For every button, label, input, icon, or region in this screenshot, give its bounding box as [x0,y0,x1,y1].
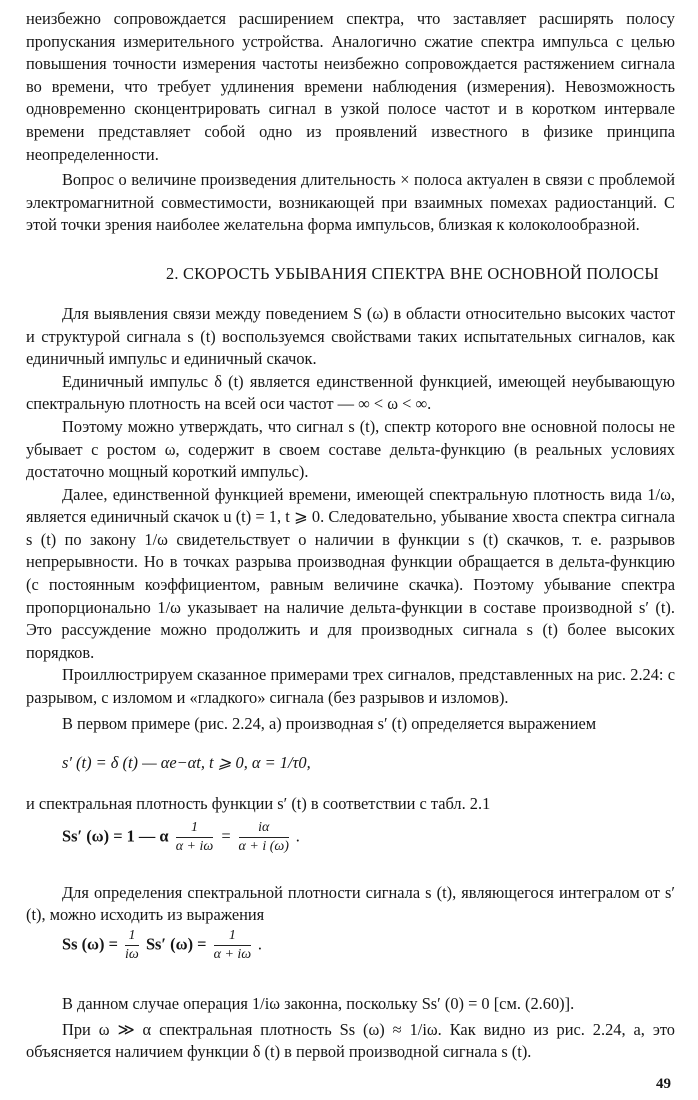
formula-3-end: . [258,934,263,954]
formula-3-mid: Ss′ (ω) = [145,934,207,954]
paragraph-4: Единичный импульс δ (t) является единственной функцией, имеющей неубывающую спектральную плотность на всей оси частот — ∞ < ω < ∞. [26,371,675,414]
formula-3-lhs: Ss (ω) = [62,934,118,954]
formula-3 [62,928,262,963]
section-heading: 2. СКОРОСТЬ УБЫВАНИЯ СПЕКТРА ВНЕ ОСНОВНОЙ ПОЛОСЫ [166,263,659,283]
formula-2-fraction-2: $\frac{i\alpha}{\alpha + i (\omega)}$ [238,820,289,854]
paragraph-5: Поэтому можно утверждать, что сигнал s (t), спектр которого вне основной полосы не убывает с ростом ω, содержит в своем составе дельта-функцию (в реальных условиях достаточно мощный короткий импульс). [26,416,675,482]
paragraph-11: В данном случае операция 1/iω законна, поскольку Ss′ (0) = 0 [см. (2.60)]. [62,994,575,1013]
formula-2-lhs: Ss′ (ω) = 1 — α [62,826,169,846]
paragraph-10: Для определения спектральной плотности сигнала s (t), являющегося интегралом от s′ (t), можно исходить из выражения [26,882,675,925]
paragraph-8: В первом примере (рис. 2.24, а) производная s′ (t) определяется выражением [62,713,597,733]
formula-2-end: . [296,826,301,846]
paragraph-6: Далее, единственной функцией времени, имеющей спектральную плотность вида 1/ω, является единичный скачок u (t) = 1, t ⩾ 0. Следовательно, убывание хвоста спектра сигнала s (t) по закону 1/ω свидетельствует о наличии в функции s (t) скачков, т. е. разрывов непрерывности. Но в точках разрыва производная функции обращается в дельта-функцию (с постоянным коэффициентом, равным величине скачка). Поэтому убывание спектра пропорционально 1/ω указывает на наличие дельта-функции в составе производной s′ (t). Это рассуждение можно продолжить и для производных сигнала s (t) более высоких порядков. [26,484,675,662]
formula-1: s′ (t) = δ (t) — αe−αt, t ⩾ 0, α = 1/τ0, [62,753,311,772]
formula-2-equals: = [220,826,232,846]
paragraph-9: и спектральная плотность функции s′ (t) в соответствии с табл. 2.1 [26,794,491,814]
paragraph-1: неизбежно сопровождается расширением спектра, что заставляет расширять полосу пропускания измерительного устройства. Аналогично сжатие спектра импульса с целью повышения точности измерения частоты неизбежно сопровождается растяжением сигнала во времени, что требует удлинения времени наблюдения (измерения). Невозможность одновременно сконцентрировать сигнал в узкой полосе частот и в коротком интервале времени представляет собой одно из проявлений известного в физике принципа неопределенности. [26,9,675,164]
paragraph-2: Вопрос о величине произведения длительность × полоса актуален в связи с проблемой электромагнитной совместимости, возникающей при взаимных помехах радиостанций. С этой точки зрения наиболее желательна форма импульсов, близкая к колоколообразной. [26,170,675,235]
formula-3-fraction-1: $\frac{1}{i\omega}$ [125,928,139,962]
paragraph-7: Проиллюстрируем сказанное примерами трех сигналов, представленных на рис. 2.24: с разрывом, с изломом и «гладкого» сигнала (без разрывов и изломов). [26,665,675,708]
formula-2 [62,820,300,855]
page-number: 49 [656,1076,671,1092]
paragraph-3: Для выявления связи между поведением S (ω) в области относительно высоких частот и структурой сигнала s (t) воспользуемся свойствами таких испытательных сигналов, как единичный импульс и единичный скачок. [26,303,675,369]
formula-2-fraction-1: $\frac{1}{\alpha + i\omega}$ [175,820,214,854]
paragraph-12: При ω ≫ α спектральная плотность Ss (ω) ≈ 1/iω. Как видно из рис. 2.24, а, это объясняется наличием функции δ (t) в первой производной сигнала s (t). [26,1019,675,1062]
formula-3-fraction-2: $\frac{1}{\alpha + i\omega}$ [213,928,252,962]
page-body [26,8,675,1064]
